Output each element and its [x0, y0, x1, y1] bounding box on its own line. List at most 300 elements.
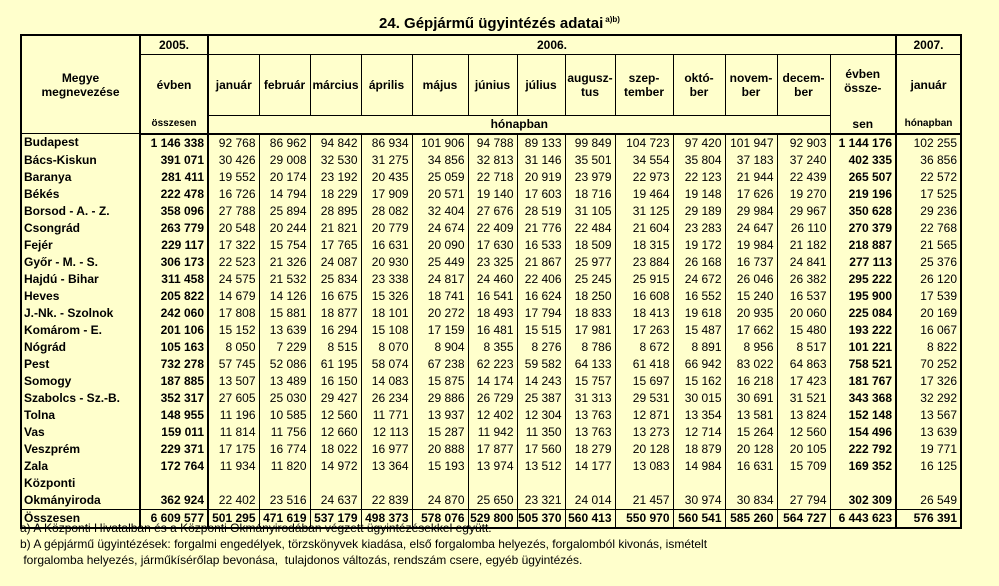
- month-value: 14 083: [361, 373, 412, 390]
- month-value: 14 177: [565, 458, 615, 475]
- total-month: 537 179: [310, 509, 361, 528]
- total-2006: 295 222: [830, 271, 896, 288]
- county-header: Megye megnevezése: [21, 35, 140, 134]
- total-2005: 6 609 577: [140, 509, 208, 528]
- total-2006: 169 352: [830, 458, 896, 475]
- month-value: 18 877: [310, 305, 361, 322]
- jan-2007-value: 16 125: [896, 458, 961, 475]
- month-value: 20 435: [361, 169, 412, 186]
- month-value: 17 794: [517, 305, 565, 322]
- empty-cell: [310, 475, 361, 492]
- month-value: 104 723: [615, 134, 673, 152]
- month-label: decem-: [782, 70, 825, 85]
- month-value: 14 794: [259, 186, 310, 203]
- month-value: 16 624: [517, 288, 565, 305]
- month-value: 16 774: [259, 441, 310, 458]
- month-header: [412, 55, 468, 116]
- month-value: 17 981: [565, 322, 615, 339]
- month-value: 14 243: [517, 373, 565, 390]
- month-value: 16 737: [725, 254, 777, 271]
- month-value: 17 603: [517, 186, 565, 203]
- month-value: 13 489: [259, 373, 310, 390]
- total-2006: 219 196: [830, 186, 896, 203]
- month-value: 92 768: [208, 134, 259, 152]
- month-value: 13 974: [468, 458, 517, 475]
- county-name: J.-Nk. - Szolnok: [21, 305, 140, 322]
- month-value: 15 757: [565, 373, 615, 390]
- month-value: 25 387: [517, 390, 565, 407]
- month-value: 18 509: [565, 237, 615, 254]
- county-name: Veszprém: [21, 441, 140, 458]
- value-2005: 358 096: [140, 203, 208, 220]
- month-value: 13 083: [615, 458, 673, 475]
- month-value: 20 919: [517, 169, 565, 186]
- month-value: 94 788: [468, 134, 517, 152]
- month-value: 18 493: [468, 305, 517, 322]
- month-header: [725, 55, 777, 116]
- month-value: 11 196: [208, 407, 259, 424]
- total-month: 529 800: [468, 509, 517, 528]
- month-value: 18 879: [673, 441, 725, 458]
- footnote-b-cont: forgalomba helyezés, járműkísérőlap bevonása, tulajdonos változás, rendszám csere, egyéb ügyintézés.: [20, 553, 583, 567]
- month-value: 24 014: [565, 492, 615, 510]
- month-value: 18 229: [310, 186, 361, 203]
- month-value: 15 326: [361, 288, 412, 305]
- value-2005: 148 955: [140, 407, 208, 424]
- month-value: 13 937: [412, 407, 468, 424]
- month-value: 18 716: [565, 186, 615, 203]
- month-value: 27 788: [208, 203, 259, 220]
- month-value: 15 754: [259, 237, 310, 254]
- jan-2007-value: 22 572: [896, 169, 961, 186]
- month-value: 15 697: [615, 373, 673, 390]
- total-2006: 343 368: [830, 390, 896, 407]
- county-name: Központi: [21, 475, 140, 492]
- value-2005: 205 822: [140, 288, 208, 305]
- total-jan-2007: 576 391: [896, 509, 961, 528]
- month-value: 23 338: [361, 271, 412, 288]
- month-value: 66 942: [673, 356, 725, 373]
- month-value: 17 263: [615, 322, 673, 339]
- table-row: [21, 169, 961, 186]
- table-row: [21, 373, 961, 390]
- year-2007-header: 2007.: [896, 35, 961, 55]
- value-2005: 222 478: [140, 186, 208, 203]
- month-value: 18 833: [565, 305, 615, 322]
- month-header: [517, 55, 565, 116]
- table-row: [21, 254, 961, 271]
- month-value: 24 647: [725, 220, 777, 237]
- total-2006: 302 309: [830, 492, 896, 510]
- table-row: [21, 441, 961, 458]
- total-month: 560 541: [673, 509, 725, 528]
- month-value: 8 050: [208, 339, 259, 356]
- value-2005: 281 411: [140, 169, 208, 186]
- evben-osszesen-2006-header: évben össze-: [830, 55, 896, 116]
- month-value: 11 756: [259, 424, 310, 441]
- month-value: 22 406: [517, 271, 565, 288]
- month-value: 32 813: [468, 152, 517, 169]
- month-value: 16 533: [517, 237, 565, 254]
- month-value: 19 140: [468, 186, 517, 203]
- month-value: 89 133: [517, 134, 565, 152]
- month-value: 12 113: [361, 424, 412, 441]
- table-row: [21, 339, 961, 356]
- month-value: 22 484: [565, 220, 615, 237]
- sen-2006-subheader: sen: [830, 115, 896, 134]
- month-value: 20 935: [725, 305, 777, 322]
- table-row: [21, 458, 961, 475]
- month-value: 20 128: [615, 441, 673, 458]
- month-value: 24 460: [468, 271, 517, 288]
- jan-2007-value: 13 567: [896, 407, 961, 424]
- month-value: 13 512: [517, 458, 565, 475]
- month-value: 12 871: [615, 407, 673, 424]
- month-value: 19 464: [615, 186, 673, 203]
- month-value: 15 193: [412, 458, 468, 475]
- value-2005: 172 764: [140, 458, 208, 475]
- month-value: 24 575: [208, 271, 259, 288]
- month-value: 64 133: [565, 356, 615, 373]
- month-header: [361, 55, 412, 116]
- month-value: 18 315: [615, 237, 673, 254]
- empty-cell: [140, 475, 208, 492]
- county-name: Vas: [21, 424, 140, 441]
- month-value: 8 904: [412, 339, 468, 356]
- month-value: 13 364: [361, 458, 412, 475]
- month-value: 21 604: [615, 220, 673, 237]
- value-2005: 201 106: [140, 322, 208, 339]
- month-value: 16 552: [673, 288, 725, 305]
- total-2006: 101 221: [830, 339, 896, 356]
- month-value: 13 763: [565, 407, 615, 424]
- month-label: októ-: [684, 70, 714, 85]
- value-2005: 159 011: [140, 424, 208, 441]
- month-value: 22 402: [208, 492, 259, 510]
- month-value: 21 457: [615, 492, 673, 510]
- total-label: Összesen: [21, 509, 140, 528]
- total-2006: 222 792: [830, 441, 896, 458]
- month-value: 21 821: [310, 220, 361, 237]
- month-value: 24 672: [673, 271, 725, 288]
- title-footnote-marker: a)b): [605, 15, 620, 24]
- footnote-a: a) A Központi Hivatalban és a Központi Okmányirodában végzett ügyintézésekkel együtt.: [20, 521, 492, 535]
- month-value: 59 582: [517, 356, 565, 373]
- value-2005: 311 458: [140, 271, 208, 288]
- month-value: 17 560: [517, 441, 565, 458]
- month-header-row: [21, 55, 961, 116]
- month-value: 20 571: [412, 186, 468, 203]
- month-value: 52 086: [259, 356, 310, 373]
- month-value: 12 714: [673, 424, 725, 441]
- month-value: 15 515: [517, 322, 565, 339]
- month-value: 12 660: [310, 424, 361, 441]
- total-2006: 402 335: [830, 152, 896, 169]
- county-name: Szabolcs - Sz.-B.: [21, 390, 140, 407]
- month-value: 21 326: [259, 254, 310, 271]
- empty-cell: [208, 475, 259, 492]
- month-value: 35 804: [673, 152, 725, 169]
- month-value: 30 015: [673, 390, 725, 407]
- month-value: 20 090: [412, 237, 468, 254]
- month-value: 32 530: [310, 152, 361, 169]
- month-value: 17 423: [777, 373, 830, 390]
- month-value: 7 229: [259, 339, 310, 356]
- month-value: 18 413: [615, 305, 673, 322]
- month-value: 26 234: [361, 390, 412, 407]
- total-month: 564 727: [777, 509, 830, 528]
- year-2006-header: 2006.: [208, 35, 896, 55]
- month-value: 25 650: [468, 492, 517, 510]
- month-value: 11 934: [208, 458, 259, 475]
- month-value: 31 105: [565, 203, 615, 220]
- month-value: 23 321: [517, 492, 565, 510]
- month-value: 16 481: [468, 322, 517, 339]
- jan-2007-value: 16 067: [896, 322, 961, 339]
- month-value: 25 834: [310, 271, 361, 288]
- month-value: 86 934: [361, 134, 412, 152]
- county-name: Somogy: [21, 373, 140, 390]
- month-value: 11 771: [361, 407, 412, 424]
- month-value: 61 195: [310, 356, 361, 373]
- month-value: 16 608: [615, 288, 673, 305]
- table-row: [21, 271, 961, 288]
- month-value: 17 662: [725, 322, 777, 339]
- month-value: 20 128: [725, 441, 777, 458]
- month-label: augusz-: [567, 70, 613, 85]
- month-value: 57 745: [208, 356, 259, 373]
- empty-cell: [777, 475, 830, 492]
- jan-2007-value: 17 326: [896, 373, 961, 390]
- jan-2007-value: 17 525: [896, 186, 961, 203]
- month-value: 58 074: [361, 356, 412, 373]
- month-value: 16 150: [310, 373, 361, 390]
- month-label: január: [215, 77, 252, 92]
- month-label: március: [312, 77, 359, 92]
- month-value: 20 060: [777, 305, 830, 322]
- jan-2007-header: január: [896, 55, 961, 116]
- month-value: 30 974: [673, 492, 725, 510]
- month-value: 28 082: [361, 203, 412, 220]
- month-value: 8 276: [517, 339, 565, 356]
- total-2006: 350 628: [830, 203, 896, 220]
- month-value: 35 501: [565, 152, 615, 169]
- jan-2007-value: 17 539: [896, 288, 961, 305]
- month-value: 18 101: [361, 305, 412, 322]
- month-value: 17 630: [468, 237, 517, 254]
- month-value: 22 839: [361, 492, 412, 510]
- total-2006: 225 084: [830, 305, 896, 322]
- jan-2007-value: 70 252: [896, 356, 961, 373]
- month-label: június: [474, 77, 511, 92]
- jan-2007-value: 21 565: [896, 237, 961, 254]
- total-2006: 195 900: [830, 288, 896, 305]
- total-month: 505 370: [517, 509, 565, 528]
- month-value: 14 174: [468, 373, 517, 390]
- month-value: 20 548: [208, 220, 259, 237]
- month-value: 30 834: [725, 492, 777, 510]
- county-name: Heves: [21, 288, 140, 305]
- month-value: 22 123: [673, 169, 725, 186]
- month-value: 15 881: [259, 305, 310, 322]
- month-value: 22 439: [777, 169, 830, 186]
- month-value: 101 906: [412, 134, 468, 152]
- month-value: 14 679: [208, 288, 259, 305]
- honapban-2007-subheader: hónapban: [896, 115, 961, 134]
- month-header: [615, 55, 673, 116]
- value-2005: 263 779: [140, 220, 208, 237]
- month-value: 23 283: [673, 220, 725, 237]
- month-value: 20 105: [777, 441, 830, 458]
- county-name: Zala: [21, 458, 140, 475]
- month-value: 30 691: [725, 390, 777, 407]
- jan-2007-value: 26 120: [896, 271, 961, 288]
- month-value: 18 279: [565, 441, 615, 458]
- month-value: 15 240: [725, 288, 777, 305]
- county-name: Tolna: [21, 407, 140, 424]
- month-value: 94 842: [310, 134, 361, 152]
- county-name: Pest: [21, 356, 140, 373]
- month-value: 22 409: [468, 220, 517, 237]
- month-value: 8 070: [361, 339, 412, 356]
- month-value: 12 304: [517, 407, 565, 424]
- month-value: 21 867: [517, 254, 565, 271]
- month-value: 22 523: [208, 254, 259, 271]
- month-value: 99 849: [565, 134, 615, 152]
- month-value: 67 238: [412, 356, 468, 373]
- month-value: 20 930: [361, 254, 412, 271]
- value-2005: 732 278: [140, 356, 208, 373]
- month-value: 16 977: [361, 441, 412, 458]
- month-value: 21 532: [259, 271, 310, 288]
- month-value: 17 765: [310, 237, 361, 254]
- month-value: 37 183: [725, 152, 777, 169]
- month-value: 26 046: [725, 271, 777, 288]
- empty-cell: [725, 475, 777, 492]
- table-row: [21, 356, 961, 373]
- month-header: [468, 55, 517, 116]
- jan-2007-value: 36 856: [896, 152, 961, 169]
- table-row: [21, 220, 961, 237]
- month-value: 27 676: [468, 203, 517, 220]
- value-2005: 229 117: [140, 237, 208, 254]
- total-month: 501 295: [208, 509, 259, 528]
- value-2005: 306 173: [140, 254, 208, 271]
- month-value: 31 275: [361, 152, 412, 169]
- month-value: 20 779: [361, 220, 412, 237]
- county-name: Borsod - A. - Z.: [21, 203, 140, 220]
- month-value: 15 287: [412, 424, 468, 441]
- table-row: [21, 305, 961, 322]
- month-value: 15 264: [725, 424, 777, 441]
- month-value: 83 022: [725, 356, 777, 373]
- month-label: novem-: [729, 70, 773, 85]
- month-value: 8 786: [565, 339, 615, 356]
- month-value: 19 270: [777, 186, 830, 203]
- footnotes: [20, 520, 707, 568]
- table-row-okmany-label: [21, 475, 961, 492]
- county-name: Okmányiroda: [21, 492, 140, 510]
- month-value: 19 552: [208, 169, 259, 186]
- empty-cell: [361, 475, 412, 492]
- month-value: 64 863: [777, 356, 830, 373]
- table-body: [21, 134, 961, 528]
- month-value: 18 250: [565, 288, 615, 305]
- month-value: 23 884: [615, 254, 673, 271]
- month-header: [208, 55, 259, 116]
- month-value: 21 944: [725, 169, 777, 186]
- month-value: 13 824: [777, 407, 830, 424]
- month-value: 15 108: [361, 322, 412, 339]
- month-value: 27 605: [208, 390, 259, 407]
- empty-cell: [565, 475, 615, 492]
- honapban-2006-subheader: hónapban: [208, 115, 830, 134]
- month-value: 8 891: [673, 339, 725, 356]
- empty-cell: [468, 475, 517, 492]
- month-value: 13 581: [725, 407, 777, 424]
- month-value: 12 402: [468, 407, 517, 424]
- month-value: 16 294: [310, 322, 361, 339]
- month-header: [259, 55, 310, 116]
- jan-2007-value: 26 549: [896, 492, 961, 510]
- county-name: Budapest: [21, 134, 140, 152]
- month-value: 13 273: [615, 424, 673, 441]
- jan-2007-value: 8 822: [896, 339, 961, 356]
- county-name: Csongrád: [21, 220, 140, 237]
- total-month: 550 970: [615, 509, 673, 528]
- value-2005: 391 071: [140, 152, 208, 169]
- month-value: 10 585: [259, 407, 310, 424]
- jan-2007-value: 25 376: [896, 254, 961, 271]
- month-value: 29 008: [259, 152, 310, 169]
- month-value: 16 726: [208, 186, 259, 203]
- month-value: 12 560: [310, 407, 361, 424]
- month-value: 25 915: [615, 271, 673, 288]
- month-value: 34 554: [615, 152, 673, 169]
- month-value: 11 820: [259, 458, 310, 475]
- month-label: május: [422, 77, 458, 92]
- month-value: 26 729: [468, 390, 517, 407]
- value-2005: 105 163: [140, 339, 208, 356]
- county-name: Békés: [21, 186, 140, 203]
- month-value: 15 875: [412, 373, 468, 390]
- month-value: 25 030: [259, 390, 310, 407]
- total-2006: 1 144 176: [830, 134, 896, 152]
- month-value: 20 174: [259, 169, 310, 186]
- page-title: [0, 15, 999, 32]
- jan-2007-value: 13 639: [896, 424, 961, 441]
- month-value: 13 763: [565, 424, 615, 441]
- empty-cell: [896, 475, 961, 492]
- total-month: 471 619: [259, 509, 310, 528]
- month-value: 15 480: [777, 322, 830, 339]
- month-value: 26 168: [673, 254, 725, 271]
- jan-2007-value: 22 768: [896, 220, 961, 237]
- month-value: 25 059: [412, 169, 468, 186]
- table-row: [21, 322, 961, 339]
- month-value: 16 537: [777, 288, 830, 305]
- month-label: tus: [581, 84, 599, 99]
- month-value: 28 895: [310, 203, 361, 220]
- empty-cell: [412, 475, 468, 492]
- data-table: [20, 34, 962, 529]
- total-month: 578 076: [412, 509, 468, 528]
- total-2006: 193 222: [830, 322, 896, 339]
- month-value: 15 709: [777, 458, 830, 475]
- month-label: szep-: [628, 70, 660, 85]
- month-value: 13 639: [259, 322, 310, 339]
- month-value: 13 354: [673, 407, 725, 424]
